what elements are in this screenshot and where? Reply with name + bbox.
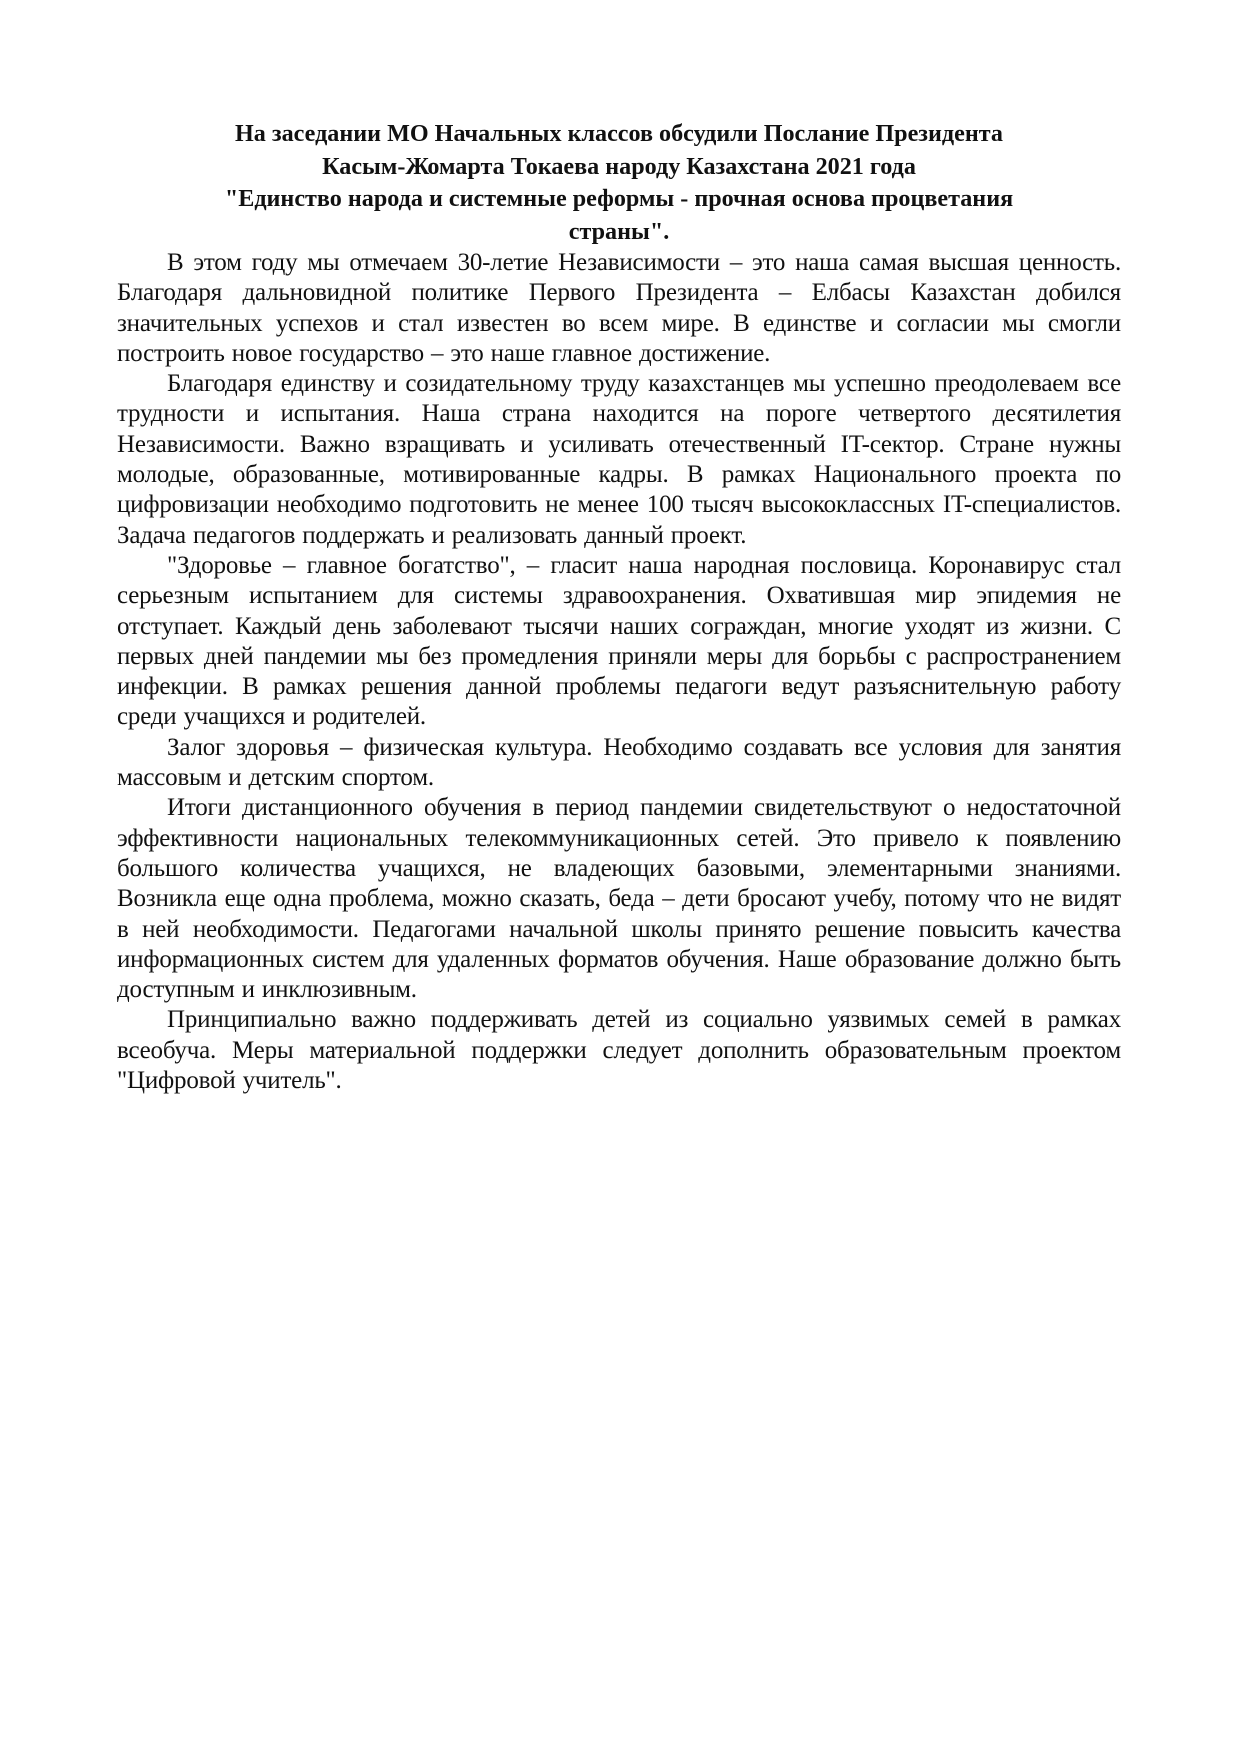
paragraph-health: "Здоровье – главное богатство", – гласит наша народная пословица. Коронавирус стал серьезным испытанием для системы здравоохранения. Охватившая мир эпидемия не отступает. Каждый день заболевают тысячи наших сограждан, многие уходят из жизни. С первых дней пандемии мы без промедления приняли меры для борьбы с распространением инфекции. В рамках решения данной проблемы педагоги ведут разъяснительную работу среди учащихся и родителей. bbox=[117, 551, 1121, 731]
document-body bbox=[117, 248, 1121, 1096]
title-line: Касым-Жомарта Токаева народу Казахстана 2021 года bbox=[322, 152, 916, 180]
paragraph-independence: В этом году мы отмечаем 30-летие Независимости – это наша самая высшая ценность. Благодаря дальновидной политике Первого Президента – Елбасы Казахстан добился значительных успехов и стал известен во всем мире. В единстве и согласии мы смогли построить новое государство – это наше главное достижение. bbox=[117, 249, 1121, 367]
document-page bbox=[117, 118, 1121, 1096]
paragraph-social-support: Принципиально важно поддерживать детей из социально уязвимых семей в рамках всеобуча. Меры материальной поддержки следует дополнить образовательным проектом "Цифровой учитель". bbox=[117, 1006, 1121, 1095]
paragraph-it-sector: Благодаря единству и созидательному труду казахстанцев мы успешно преодолеваем все трудности и испытания. Наша страна находится на пороге четвертого десятилетия Независимости. Важно взращивать и усиливать отечественный IT-сектор. Стране нужны молодые, образованные, мотивированные кадры. В рамках Национального проекта по цифровизации необходимо подготовить не менее 100 тысяч высококлассных IT-специалистов. Задача педагогов поддержать и реализовать данный проект. bbox=[117, 370, 1121, 549]
title-line: На заседании МО Начальных классов обсудили Послание Президента bbox=[235, 120, 1003, 147]
title-line: "Единство народа и системные реформы - прочная основа процветания bbox=[224, 185, 1014, 212]
title-line: страны". bbox=[568, 217, 670, 245]
document-title bbox=[125, 118, 1114, 248]
paragraph-sport: Залог здоровья – физическая культура. Необходимо создавать все условия для занятия массовым и детским спортом. bbox=[117, 733, 1121, 792]
paragraph-distance-learning: Итоги дистанционного обучения в период пандемии свидетельствуют о недостаточной эффективности национальных телекоммуникационных сетей. Это привело к появлению большого количества учащихся, не владеющих базовыми, элементарными знаниями. Возникла еще одна проблема, можно сказать, беда – дети бросают учебу, потому что не видят в ней необходимости. Педагогами начальной школы принято решение повысить качества информационных систем для удаленных форматов обучения. Наше образование должно быть доступным и инклюзивным. bbox=[117, 794, 1121, 1004]
